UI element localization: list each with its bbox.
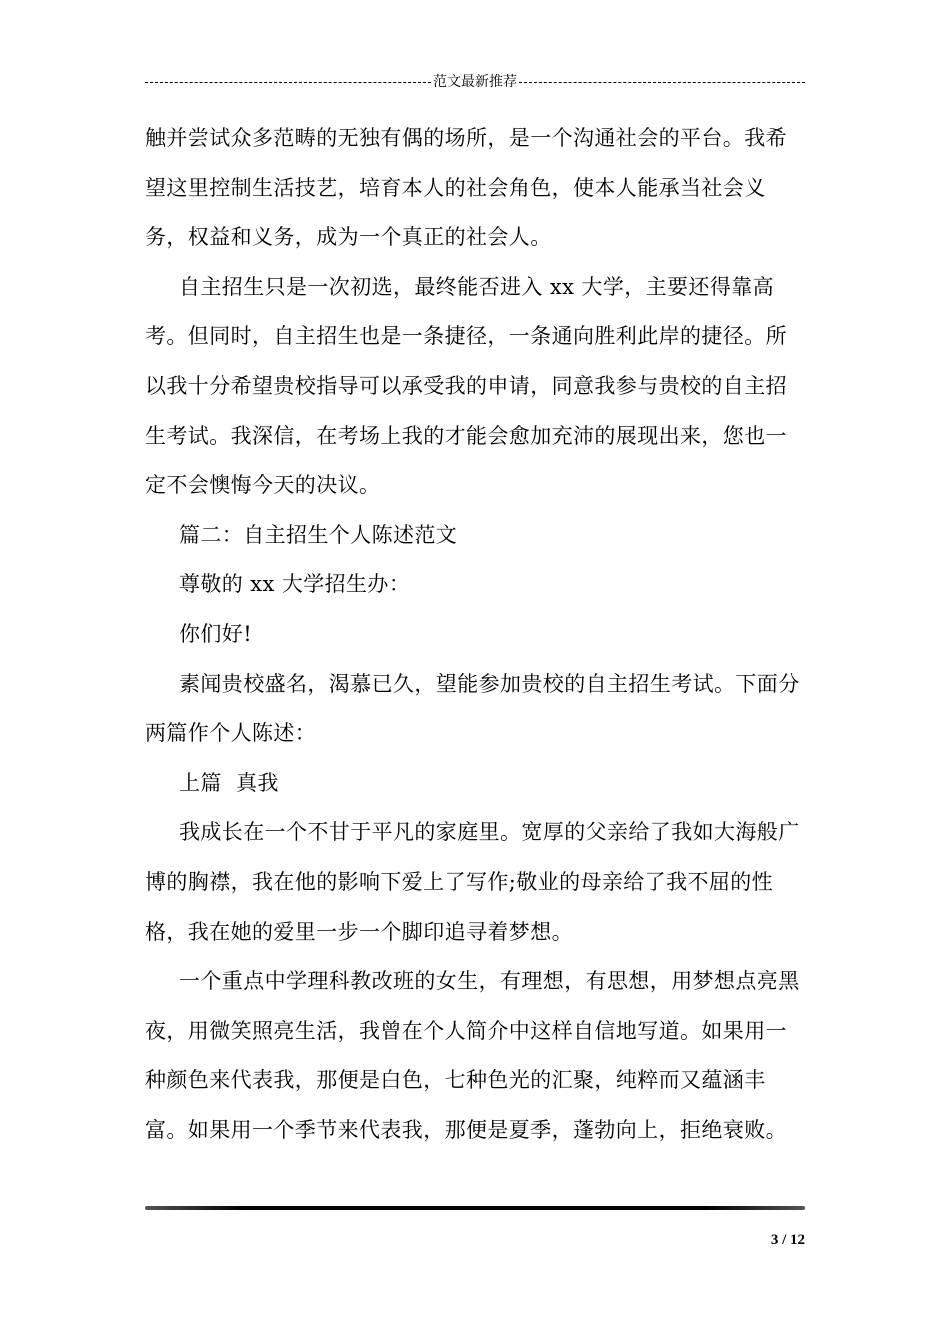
paragraph-self: 一个重点中学理科教改班的女生，有理想，有思想，用梦想点亮黑夜，用微笑照亮生活，我曾在个人简介中这样自信地写道。如果用一种颜色来代表我，那便是白色，七种色光的汇聚，纯粹而又蕴涵丰富。如果用一个季节来代表我，那便是夏季，蓬勃向上，拒绝衰败。 (145, 969, 800, 1142)
header-title: 范文最新推荐 (433, 74, 517, 90)
section-heading: 篇二：自主招生个人陈述范文 (179, 522, 458, 547)
paragraph-intro: 素闻贵校盛名，渴慕已久，望能参加贵校的自主招生考试。下面分两篇作个人陈述： (145, 671, 800, 746)
page-header (145, 70, 805, 94)
salutation: 尊敬的 xx 大学招生办： (179, 572, 411, 597)
paragraph-2: 自主招生只是一次初选，最终能否进入 xx 大学，主要还得靠高考。但同时，自主招生也是一条捷径，一条通向胜利此岸的捷径。所以我十分希望贵校指导可以承受我的申请，同意我参与贵校的自主招生考试。我深信，在考场上我的才能会愈加充沛的展现出来，您也一定不会懊悔今天的决议。 (145, 274, 787, 498)
document-body (145, 114, 805, 1155)
footer-divider (145, 1206, 805, 1210)
header-dashes-right (519, 82, 805, 83)
paragraph-family: 我成长在一个不甘于平凡的家庭里。宽厚的父亲给了我如大海般广博的胸襟，我在他的影响下爱上了写作;敬业的母亲给了我不屈的性格，我在她的爱里一步一个脚印追寻着梦想。 (145, 820, 800, 944)
page-number: 3 / 12 (770, 1232, 805, 1248)
header-dashes-left (145, 82, 431, 83)
greeting: 你们好! (179, 621, 253, 646)
part-heading: 上篇 真我 (179, 770, 279, 795)
paragraph-1: 触并尝试众多范畴的无独有偶的场所，是一个沟通社会的平台。我希望这里控制生活技艺，培育本人的社会角色，使本人能承当社会义务，权益和义务，成为一个真正的社会人。 (145, 126, 787, 250)
